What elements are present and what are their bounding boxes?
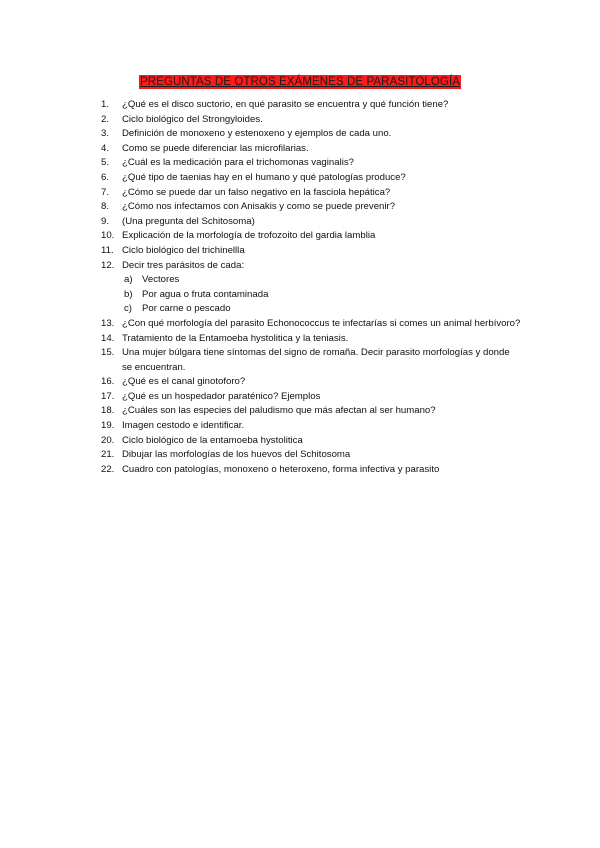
sub-question-list <box>122 273 521 317</box>
question-number: 6. <box>101 171 110 183</box>
question-number: 15. <box>101 347 115 359</box>
question-text: ¿Con qué morfología del parasito Echonococcus te infectarías si comes un animal herbívoro? <box>122 317 521 329</box>
sub-question-text: Por agua o fruta contaminada <box>142 288 269 300</box>
question-item <box>101 215 521 230</box>
question-item <box>101 346 521 375</box>
question-number: 16. <box>101 376 115 388</box>
question-text: Decir tres parásitos de cada: <box>122 259 245 271</box>
sub-question-letter: a) <box>124 274 133 286</box>
question-item <box>101 463 521 478</box>
question-number: 8. <box>101 201 110 213</box>
question-text: Ciclo biológico de la entamoeba hystolitica <box>122 434 303 446</box>
question-text: ¿Cómo nos infectamos con Anisakis y como se puede prevenir? <box>122 201 396 213</box>
sub-question-item <box>122 302 521 317</box>
question-text: Tratamiento de la Entamoeba hystolitica y la teniasis. <box>122 332 349 344</box>
question-number: 1. <box>101 99 110 110</box>
question-text: ¿Cómo se puede dar un falso negativo en la fasciola hepática? <box>122 186 391 198</box>
question-item <box>101 404 521 419</box>
question-number: 20. <box>101 434 115 446</box>
question-item <box>101 434 521 449</box>
question-item <box>101 229 521 244</box>
question-text: Dibujar las morfologías de los huevos del Schitosoma <box>122 449 351 461</box>
question-list <box>101 98 521 477</box>
question-number: 14. <box>101 332 115 344</box>
question-item <box>101 259 521 317</box>
question-text: Ciclo biológico del trichinellla <box>122 244 245 256</box>
question-text: Ciclo biológico del Strongyloides. <box>122 113 263 125</box>
question-text: (Una pregunta del Schitosoma) <box>122 215 255 227</box>
question-text: Una mujer búlgara tiene síntomas del signo de romaña. Decir parasito morfologías y donde se encuentran. <box>122 347 510 373</box>
question-item <box>101 127 521 142</box>
question-item <box>101 186 521 201</box>
question-item <box>101 200 521 215</box>
question-text: ¿Cuáles son las especies del paludismo que más afectan al ser humano? <box>122 405 436 417</box>
question-item <box>101 375 521 390</box>
question-number: 7. <box>101 186 110 198</box>
question-text: Definición de monoxeno y estenoxeno y ejemplos de cada uno. <box>122 128 392 140</box>
question-item <box>101 244 521 259</box>
sub-question-letter: c) <box>124 303 132 315</box>
question-text: ¿Cuál es la medicación para el trichomonas vaginalis? <box>122 157 354 169</box>
question-item <box>101 98 521 113</box>
question-text: Cuadro con patologías, monoxeno o heteroxeno, forma infectiva y parasito <box>122 463 440 475</box>
sub-question-text: Vectores <box>142 274 180 286</box>
question-text: ¿Qué es el disco suctorio, en qué parasito se encuentra y qué función tiene? <box>122 99 449 110</box>
question-number: 9. <box>101 215 110 227</box>
title-container <box>0 72 600 90</box>
question-number: 18. <box>101 405 115 417</box>
question-number: 12. <box>101 259 115 271</box>
question-text: Explicación de la morfología de trofozoito del gardia lamblia <box>122 230 376 242</box>
question-number: 19. <box>101 420 115 432</box>
question-text: Imagen cestodo e identificar. <box>122 420 245 432</box>
question-text: ¿Qué es un hospedador paraténico? Ejemplos <box>122 390 321 402</box>
question-item <box>101 171 521 186</box>
question-text: ¿Qué tipo de taenias hay en el humano y qué patologías produce? <box>122 171 406 183</box>
question-number: 21. <box>101 449 115 461</box>
question-number: 13. <box>101 317 115 329</box>
document-title: PREGUNTAS DE OTROS EXÁMENES DE PARASITOLOGÍA <box>139 76 461 88</box>
question-number: 4. <box>101 142 110 154</box>
question-item <box>101 156 521 171</box>
question-item <box>101 317 521 332</box>
sub-question-text: Por carne o pescado <box>142 303 231 315</box>
question-number: 11. <box>101 244 114 256</box>
question-item <box>101 419 521 434</box>
question-text: ¿Qué es el canal ginotoforo? <box>122 376 246 388</box>
question-item <box>101 390 521 405</box>
question-number: 5. <box>101 157 110 169</box>
question-item <box>101 113 521 128</box>
question-number: 22. <box>101 463 115 475</box>
sub-question-item <box>122 273 521 288</box>
question-text: Como se puede diferenciar las microfilarias. <box>122 142 309 154</box>
question-item <box>101 448 521 463</box>
question-item <box>101 332 521 347</box>
question-number: 17. <box>101 390 115 402</box>
sub-question-item <box>122 288 521 303</box>
question-number: 10. <box>101 230 115 242</box>
question-item <box>101 142 521 157</box>
question-number: 3. <box>101 128 110 140</box>
sub-question-letter: b) <box>124 288 133 300</box>
question-number: 2. <box>101 113 110 125</box>
